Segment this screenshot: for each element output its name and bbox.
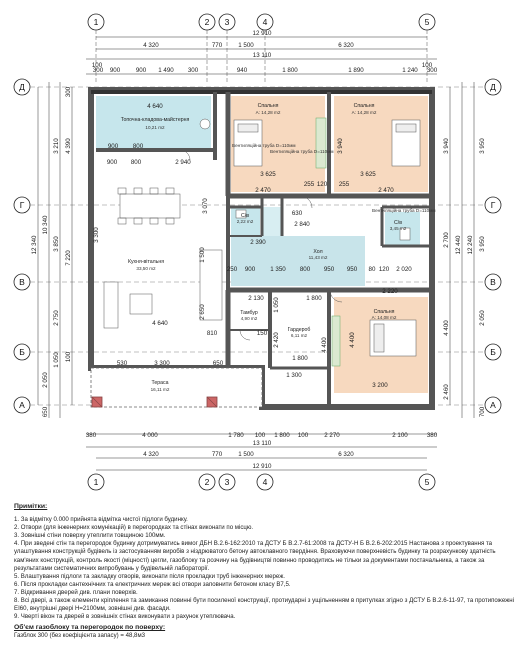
- dim-tamb-1: 2 130: [248, 295, 264, 302]
- dim-terr-2: 3 300: [154, 360, 170, 367]
- room-name-tambour: Тамбур: [240, 310, 258, 316]
- notes-subline: Газблок 300 (без коефіцієнта запасу) = 48,8м3: [14, 632, 146, 640]
- dim-left-inner-1: 4 390: [65, 138, 72, 154]
- dim-bath-630: 630: [291, 210, 303, 217]
- room-name-wardrobe: Гардероб: [287, 327, 311, 333]
- svg-text:5: 5: [424, 17, 430, 27]
- svg-text:В: В: [490, 277, 496, 287]
- room-area-kitchen: 33,50 m2: [136, 266, 156, 271]
- room-name-pantry: Топочна-кладова-майстерня: [120, 117, 190, 123]
- axis-row-b-left: [14, 344, 30, 360]
- dim-top-outer: 12 910: [252, 30, 272, 37]
- svg-text:5: 5: [424, 477, 430, 487]
- svg-text:Д: Д: [490, 82, 496, 92]
- room-area-bedroom2: A: 14,28 m2: [351, 110, 377, 115]
- dim-tamb2-3: 1 800: [292, 355, 308, 362]
- dim-top-d-6: 940: [236, 67, 248, 74]
- dim-bed3-1: 2 220: [382, 288, 398, 295]
- dim-left-inner-3: 100: [65, 351, 72, 363]
- room-area-hall: 11,43 m2: [308, 255, 328, 260]
- dining-table-icon: [118, 188, 180, 224]
- svg-text:3: 3: [224, 477, 230, 487]
- svg-text:1: 1: [93, 477, 99, 487]
- svg-text:А: А: [490, 400, 496, 410]
- corridor-fill: [262, 207, 282, 236]
- axis-row-d-left: [14, 79, 30, 95]
- notes-subtitle: Об'єм газоблоку та перегородок по поверху:: [14, 624, 166, 632]
- dim-right-inner-4: 2 460: [443, 384, 450, 400]
- dim-right-seg-4: 700: [479, 406, 486, 418]
- axis-col-2-bottom: [199, 474, 215, 490]
- dim-rowb-7: 80: [368, 266, 376, 273]
- dim-left-seg-6: 650: [42, 406, 49, 418]
- room-name-bedroom3: Спальня: [373, 309, 395, 315]
- dim-pantry-w: 4 640: [147, 103, 163, 110]
- dim-top-total2: 13 110: [252, 52, 272, 59]
- dim-bot-seg-1: 4 320: [143, 451, 159, 458]
- dim-top-d-9: 1 240: [402, 67, 418, 74]
- dim-bed-bot-2: 2 470: [378, 187, 394, 194]
- dim-bot-d-5: 1 800: [274, 432, 290, 439]
- dim-hall-w: 2 390: [250, 239, 266, 246]
- dim-bot-d-8: 2 100: [392, 432, 408, 439]
- room-name-bedroom2: Спальня: [353, 103, 375, 109]
- dim-bot-seg-3: 1 500: [238, 451, 254, 458]
- dim-left-seg-3: 2 750: [53, 310, 60, 326]
- dim-right-seg-3: 2 050: [479, 310, 486, 326]
- dim-left-inner-4: 300: [65, 86, 72, 98]
- dim-rowb-6: 950: [346, 266, 358, 273]
- dim-right-seg-2: 3 950: [479, 236, 486, 252]
- flue-label-2: Вентиляційна труба D=110мм: [270, 149, 334, 154]
- svg-text:А: А: [19, 400, 25, 410]
- room-area-tambour: 4,90 m2: [240, 316, 258, 321]
- room-name-wc2: С/в: [394, 220, 402, 226]
- dim-pantry-row2-3: 2 940: [175, 159, 191, 166]
- dim-left-inner-2: 7 220: [65, 250, 72, 266]
- flue-label-1: Вентиляційна труба D=110мм: [232, 143, 296, 148]
- dim-terr-3: 650: [212, 360, 224, 367]
- svg-text:1: 1: [93, 17, 99, 27]
- dim-bed-w-2: 3 625: [360, 171, 376, 178]
- dim-bed-w-1: 3 625: [260, 171, 276, 178]
- terrace: [91, 368, 262, 407]
- room-name-terrace: Тераса: [151, 380, 169, 386]
- dim-left-outer: 12 340: [31, 235, 38, 255]
- svg-text:3: 3: [224, 17, 230, 27]
- dim-bot-d-9: 380: [426, 432, 438, 439]
- axis-row-g-left: [14, 197, 30, 213]
- notes-block: [14, 503, 519, 670]
- dim-tamb2-1: 810: [206, 330, 218, 337]
- axis-col-1-bottom: [88, 474, 104, 490]
- axis-col-5-bottom: [419, 474, 435, 490]
- dim-tamb2-2: 150: [256, 330, 268, 337]
- room-name-hall: Хол: [313, 249, 323, 255]
- dim-v-misc-1: 1 300: [286, 372, 302, 379]
- dim-v-k-2: 2 650: [199, 304, 206, 320]
- note-item: 9. Чверті вікон та дверей в зовнішніх стінах виконувати з рахунок утеплювача.: [14, 613, 236, 621]
- wardrobe-icon: [332, 316, 340, 366]
- dim-top-d-5: 300: [187, 67, 199, 74]
- dim-rowb-9: 2 020: [396, 266, 412, 273]
- note-item: 2. Отвори (для інженерних комунікацій) в перегородках та стінах виконати по місцю.: [14, 524, 254, 532]
- dim-right-mid: 12 240: [467, 235, 474, 255]
- dim-top-d-8: 1 890: [348, 67, 364, 74]
- dim-right-inner-1: 3 940: [443, 138, 450, 154]
- dim-rowb-3: 1 350: [270, 266, 286, 273]
- dim-bot-d-7: 2 270: [324, 432, 340, 439]
- room-area-wc2: 3,45 m2: [389, 226, 407, 231]
- dim-bot-d-2: 4 000: [142, 432, 158, 439]
- dim-top-seg-4: 6 320: [338, 42, 354, 49]
- dim-v-bed3-1: 4 400: [321, 337, 328, 353]
- dim-k-bottom: 4 640: [152, 320, 168, 327]
- dim-bot-d-3: 1 780: [228, 432, 244, 439]
- dim-rowb-4: 800: [299, 266, 311, 273]
- dim-terr-1: 530: [116, 360, 128, 367]
- svg-text:В: В: [19, 277, 25, 287]
- dim-right-inner-2: 2 700: [443, 232, 450, 248]
- bed-icon: [370, 320, 416, 356]
- dim-corr-3: 255: [338, 181, 350, 188]
- dim-right-seg-1: 3 950: [479, 138, 486, 154]
- note-item: 5. Влаштування підлоги та закладку отворів, виконати після прокладки труб інженерних мереж.: [14, 572, 285, 580]
- svg-text:2: 2: [204, 477, 210, 487]
- dim-rowb-2: 900: [244, 266, 256, 273]
- svg-text:Г: Г: [19, 200, 25, 210]
- dim-right-outer: 12 440: [455, 235, 462, 255]
- room-name-bedroom1: Спальня: [257, 103, 279, 109]
- axis-row-d-right: [485, 79, 501, 95]
- room-area-bedroom3: A: 14,08 m2: [371, 315, 397, 320]
- axis-row-v-right: [485, 274, 501, 290]
- dim-bot-d-4: 100: [254, 432, 266, 439]
- dim-pantry-row2-2: 800: [130, 159, 142, 166]
- note-item: 8. Всі двері, а також елементи кріплення та замикання повинні бути посиленої конструкції, протиударні з ущільненням в притулках згідно з ДСТУ Б В.2.6-11-97, та протипожежні ЕІ60, внутрішні двері Н=2100мм, зовнішні див. фасади.: [14, 597, 514, 613]
- dim-v-misc-2: 3 300: [93, 227, 100, 243]
- axis-row-b-right: [485, 344, 501, 360]
- dim-left-mid: 10 340: [42, 215, 49, 235]
- dim-left-seg-4: 1 050: [53, 352, 60, 368]
- room-area-pantry: 10,21 m2: [145, 125, 165, 130]
- dim-rowb-1: 250: [226, 266, 238, 273]
- dim-bot-total2: 13 110: [252, 440, 272, 447]
- dim-bed-bot-1: 2 470: [255, 187, 271, 194]
- axis-row-g-right: [485, 197, 501, 213]
- dim-v-g-1: 1 050: [273, 297, 280, 313]
- svg-text:Б: Б: [490, 347, 496, 357]
- axis-col-3-bottom: [219, 474, 235, 490]
- room-name-kitchen: Кухня-вітальня: [127, 259, 165, 265]
- axis-row-a-right: [485, 397, 501, 413]
- sofa-icon: [104, 282, 152, 328]
- room-area-wardrobe: 6,11 m2: [290, 333, 308, 338]
- axis-row-a-left: [14, 397, 30, 413]
- flue-label-3: Вентиляційна труба D=110мм: [372, 208, 436, 213]
- dim-top-small-2: 100: [421, 62, 433, 69]
- dim-v-k-1: 1 500: [199, 247, 206, 263]
- note-item: 6. Після прокладки сантехнічних та електричних мереж всі отвори заповнити бетоном класу В7,5.: [14, 580, 291, 588]
- dim-right-inner-3: 4 400: [443, 320, 450, 336]
- dim-top-small-1: 100: [91, 62, 103, 69]
- svg-text:Г: Г: [490, 200, 496, 210]
- dim-pantry-row-2: 800: [132, 143, 144, 150]
- dim-top-seg-3: 1 500: [238, 42, 254, 49]
- dim-bed3-2: 3 200: [372, 382, 388, 389]
- svg-text:4: 4: [262, 477, 268, 487]
- room-area-bedroom1: A: 14,28 m2: [255, 110, 281, 115]
- svg-text:Б: Б: [19, 347, 25, 357]
- wardrobe-icon: [316, 118, 326, 168]
- axis-col-4-bottom: [257, 474, 273, 490]
- boiler-icon: [200, 119, 210, 129]
- dim-hall2: 2 840: [294, 221, 310, 228]
- dim-v3940: 3 940: [337, 138, 344, 154]
- dim-bot-d-1: 380: [85, 432, 97, 439]
- dim-tamb-2: 1 800: [306, 295, 322, 302]
- note-item: 3. Зовнішні стіни поверху утеплити товщиною 100мм.: [14, 532, 166, 540]
- dim-top-d-10: 300: [426, 67, 438, 74]
- dim-left-seg-5: 2 050: [42, 372, 49, 388]
- dim-rowb-8: 120: [378, 266, 390, 273]
- note-item: 1. За відмітку 0.000 прийнята відмітка чистої підлоги будинку.: [14, 516, 188, 524]
- dim-top-seg-2: 770: [211, 42, 223, 49]
- svg-text:Д: Д: [19, 82, 25, 92]
- dim-top-d-2: 900: [109, 67, 121, 74]
- dim-top-d-1: 300: [92, 67, 104, 74]
- dim-corr-2: 120: [316, 181, 328, 188]
- dim-bot-seg-4: 6 320: [338, 451, 354, 458]
- dim-k3070: 3 070: [202, 198, 209, 214]
- dim-v-bed3-2: 4 400: [349, 332, 356, 348]
- bed-icon: [392, 120, 420, 166]
- dim-left-seg-1: 3 210: [53, 138, 60, 154]
- dim-bot-outer: 12 910: [252, 463, 272, 470]
- room-area-terrace: 16,11 m2: [150, 387, 170, 392]
- svg-text:2: 2: [204, 17, 210, 27]
- dim-corr-1: 255: [303, 181, 315, 188]
- dim-pantry-row-1: 900: [107, 143, 119, 150]
- dim-v-g-2: 2 420: [273, 332, 280, 348]
- dim-left-seg-2: 3 850: [53, 236, 60, 252]
- room-name-wc1: С/в: [241, 213, 249, 219]
- notes-title: Примітки:: [14, 503, 48, 510]
- dim-bot-d-6: 100: [297, 432, 309, 439]
- dim-top-d-7: 1 800: [282, 67, 298, 74]
- dim-top-d-3: 900: [135, 67, 147, 74]
- dim-bot-seg-2: 770: [211, 451, 223, 458]
- dim-pantry-row2-1: 900: [106, 159, 118, 166]
- dim-rowb-5: 950: [323, 266, 335, 273]
- room-area-wc1: 2,22 m2: [236, 219, 254, 224]
- svg-text:4: 4: [262, 17, 268, 27]
- note-item: 7. Відкривання дверей див. плани поверхів.: [14, 588, 138, 596]
- axis-row-v-left: [14, 274, 30, 290]
- dim-top-d-4: 1 490: [158, 67, 174, 74]
- note-item: 4. При зведені стін та перегородок будинку дотримуватись вимог ДБН В.2.6-162:2010 та ДСТУ Б В.2.7-61:2008 та ДСТУ-Н Б В.2.6-202:2015 Настанова з проектування та улаштування конструкцій будівель із застосуванням виробів з ніздрюватого бетону автоклавного твердіння. Враховуючи поверхневість будинку та розрахункову здатність кам'яних конструкцій, контроль якості (міцності) цегли, газоблоку та розчину на будівництві повинно проводитись не тільки за документами постачальника, а також за результатами систематичних випробувань у будівельній лабораторії.: [14, 540, 496, 572]
- dim-top-seg-1: 4 320: [143, 42, 159, 49]
